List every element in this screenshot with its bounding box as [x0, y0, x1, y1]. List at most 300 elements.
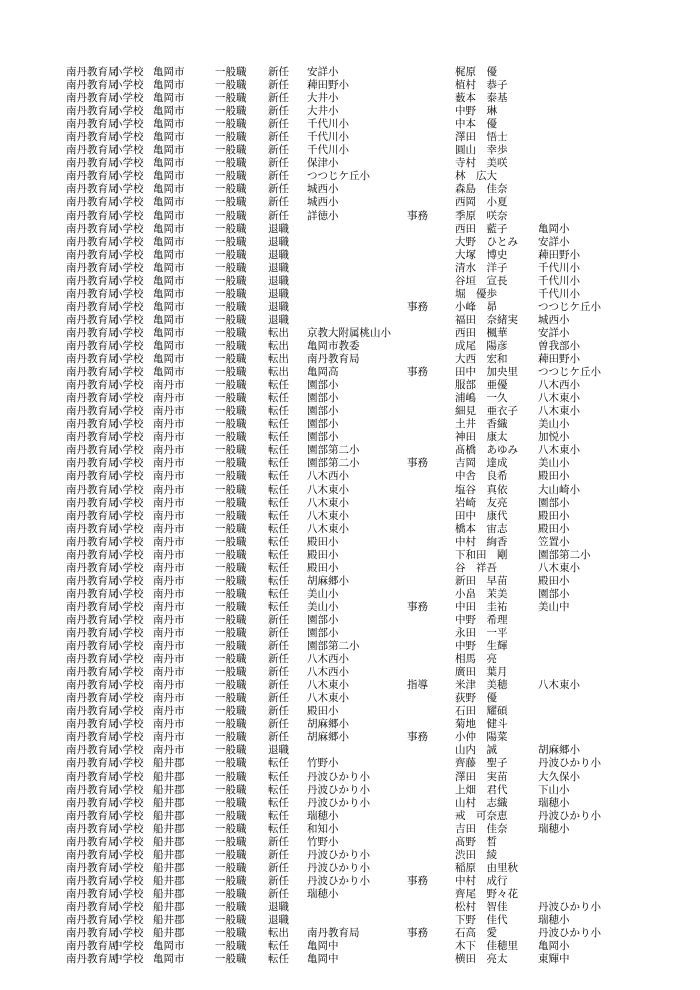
- school-type-cell: 小学校: [112, 392, 144, 405]
- table-row: [0, 731, 700, 744]
- table-row: [0, 405, 700, 418]
- school-type-cell: 中学校: [112, 940, 144, 953]
- previous-school-cell: 瑞穂小: [538, 796, 570, 809]
- previous-school-cell: 胡麻郷小: [538, 744, 580, 757]
- school-type-cell: 小学校: [112, 835, 144, 848]
- office-cell: 南丹教育局: [66, 418, 119, 431]
- change-type-cell: 新任: [268, 209, 289, 222]
- name-cell: 中本 優: [455, 118, 497, 131]
- school-cell: 八木東小: [307, 483, 349, 496]
- previous-school-cell: 八木東小: [538, 561, 580, 574]
- table-row: [0, 797, 700, 810]
- office-cell: 南丹教育局: [66, 757, 119, 770]
- school-type-cell: 小学校: [112, 483, 144, 496]
- job-category-cell: 一般職: [215, 66, 247, 78]
- change-type-cell: 新任: [268, 627, 289, 640]
- name-cell: 髙野 晳: [455, 835, 497, 848]
- office-cell: 南丹教育局: [66, 574, 119, 587]
- name-cell: 小仲 陽菜: [455, 731, 508, 744]
- previous-school-cell: 笠置小: [538, 535, 570, 548]
- table-row: [0, 497, 700, 510]
- office-cell: 南丹教育局: [66, 118, 119, 131]
- table-row: [0, 457, 700, 470]
- name-cell: 稲原 由里秋: [455, 861, 518, 874]
- change-type-cell: 退職: [268, 901, 289, 913]
- office-cell: 南丹教育局: [66, 470, 119, 483]
- office-cell: 南丹教育局: [66, 587, 119, 600]
- change-type-cell: 転任: [268, 796, 289, 809]
- change-type-cell: 新任: [268, 66, 289, 78]
- school-cell: 大井小: [307, 92, 339, 105]
- office-cell: 南丹教育局: [66, 183, 119, 196]
- change-type-cell: 転任: [268, 561, 289, 574]
- change-type-cell: 転任: [268, 509, 289, 522]
- school-type-cell: 小学校: [112, 653, 144, 666]
- municipality-cell: 船井郡: [153, 783, 185, 796]
- school-cell: 瑞穂小: [307, 887, 339, 900]
- change-type-cell: 転任: [268, 940, 289, 953]
- job-category-cell: 一般職: [215, 392, 247, 405]
- job-category-cell: 一般職: [215, 874, 247, 887]
- name-cell: 渋田 綾: [455, 848, 497, 861]
- job-category-cell: 一般職: [215, 444, 247, 457]
- job-category-cell: 一般職: [215, 901, 247, 913]
- job-category-cell: 一般職: [215, 366, 247, 379]
- school-type-cell: 小学校: [112, 366, 144, 379]
- office-cell: 南丹教育局: [66, 770, 119, 783]
- change-type-cell: 転任: [268, 548, 289, 561]
- table-row: [0, 901, 700, 914]
- school-type-cell: 小学校: [112, 248, 144, 261]
- previous-school-cell: 千代川小: [538, 287, 580, 300]
- municipality-cell: 亀岡市: [153, 196, 185, 209]
- school-cell: 園部第二小: [307, 457, 360, 470]
- name-cell: 石高 愛: [455, 927, 497, 940]
- change-type-cell: 転出: [268, 339, 289, 352]
- school-type-cell: 小学校: [112, 874, 144, 887]
- role-cell: 事務: [407, 600, 428, 613]
- previous-school-cell: 八木東小: [538, 405, 580, 418]
- municipality-cell: 南丹市: [153, 470, 185, 483]
- school-cell: 殿田小: [307, 705, 339, 718]
- office-cell: 南丹教育局: [66, 379, 119, 392]
- name-cell: 成尾 陽彦: [455, 339, 508, 352]
- change-type-cell: 転任: [268, 392, 289, 405]
- municipality-cell: 南丹市: [153, 600, 185, 613]
- job-category-cell: 一般職: [215, 92, 247, 105]
- school-cell: 竹野小: [307, 757, 339, 770]
- school-type-cell: 小学校: [112, 379, 144, 392]
- name-cell: 清水 洋子: [455, 261, 508, 274]
- school-cell: 千代川小: [307, 118, 349, 131]
- municipality-cell: 亀岡市: [153, 235, 185, 248]
- name-cell: 永田 一平: [455, 627, 508, 640]
- name-cell: 季原 咲奈: [455, 209, 508, 222]
- municipality-cell: 南丹市: [153, 431, 185, 444]
- municipality-cell: 亀岡市: [153, 66, 185, 78]
- name-cell: 大塚 博史: [455, 248, 508, 261]
- table-row: [0, 157, 700, 170]
- change-type-cell: 新任: [268, 718, 289, 731]
- job-category-cell: 一般職: [215, 209, 247, 222]
- school-cell: 園部小: [307, 431, 339, 444]
- table-row: [0, 144, 700, 157]
- job-category-cell: 一般職: [215, 848, 247, 861]
- table-row: [0, 327, 700, 340]
- change-type-cell: 転任: [268, 444, 289, 457]
- municipality-cell: 亀岡市: [153, 144, 185, 157]
- name-cell: 中舎 良希: [455, 470, 508, 483]
- school-type-cell: 小学校: [112, 326, 144, 339]
- school-cell: 八木東小: [307, 679, 349, 692]
- job-category-cell: 一般職: [215, 118, 247, 131]
- name-cell: 森島 佳奈: [455, 183, 508, 196]
- school-cell: 竹野小: [307, 835, 339, 848]
- name-cell: 梶原 優: [455, 66, 497, 78]
- school-cell: 胡麻郷小: [307, 718, 349, 731]
- change-type-cell: 転任: [268, 574, 289, 587]
- change-type-cell: 転任: [268, 379, 289, 392]
- table-row: [0, 744, 700, 757]
- table-row: [0, 275, 700, 288]
- office-cell: 南丹教育局: [66, 548, 119, 561]
- municipality-cell: 船井郡: [153, 796, 185, 809]
- name-cell: 橋本 宙志: [455, 522, 508, 535]
- job-category-cell: 一般職: [215, 679, 247, 692]
- table-row: [0, 914, 700, 927]
- table-row: [0, 105, 700, 118]
- office-cell: 南丹教育局: [66, 627, 119, 640]
- change-type-cell: 転任: [268, 600, 289, 613]
- office-cell: 南丹教育局: [66, 222, 119, 235]
- name-cell: 中野 生輝: [455, 640, 508, 653]
- previous-school-cell: 瑞穂小: [538, 914, 570, 927]
- table-row: [0, 640, 700, 653]
- school-type-cell: 小学校: [112, 131, 144, 144]
- name-cell: 西岡 小夏: [455, 196, 508, 209]
- name-cell: 髙橋 あゆみ: [455, 444, 518, 457]
- change-type-cell: 転任: [268, 770, 289, 783]
- school-type-cell: 小学校: [112, 692, 144, 705]
- office-cell: 南丹教育局: [66, 914, 119, 927]
- job-category-cell: 一般職: [215, 79, 247, 92]
- municipality-cell: 南丹市: [153, 679, 185, 692]
- school-cell: 園部小: [307, 418, 339, 431]
- table-row: [0, 379, 700, 392]
- municipality-cell: 南丹市: [153, 457, 185, 470]
- school-cell: 八木西小: [307, 666, 349, 679]
- school-type-cell: 小学校: [112, 339, 144, 352]
- municipality-cell: 南丹市: [153, 627, 185, 640]
- municipality-cell: 南丹市: [153, 574, 185, 587]
- previous-school-cell: 八木東小: [538, 444, 580, 457]
- table-row: [0, 692, 700, 705]
- municipality-cell: 南丹市: [153, 744, 185, 757]
- office-cell: 南丹教育局: [66, 848, 119, 861]
- school-cell: 八木西小: [307, 653, 349, 666]
- office-cell: 南丹教育局: [66, 92, 119, 105]
- office-cell: 南丹教育局: [66, 144, 119, 157]
- school-type-cell: 小学校: [112, 144, 144, 157]
- office-cell: 南丹教育局: [66, 835, 119, 848]
- previous-school-cell: 八木西小: [538, 379, 580, 392]
- school-type-cell: 小学校: [112, 522, 144, 535]
- role-cell: 事務: [407, 457, 428, 470]
- municipality-cell: 南丹市: [153, 522, 185, 535]
- municipality-cell: 亀岡市: [153, 105, 185, 118]
- previous-school-cell: 殿田小: [538, 574, 570, 587]
- school-type-cell: 小学校: [112, 901, 144, 913]
- school-cell: 胡麻郷小: [307, 574, 349, 587]
- school-cell: 園部小: [307, 405, 339, 418]
- previous-school-cell: 園部第二小: [538, 548, 591, 561]
- school-cell: 丹波ひかり小: [307, 783, 370, 796]
- name-cell: 植村 恭子: [455, 79, 508, 92]
- name-cell: 中村 成行: [455, 874, 508, 887]
- table-row: [0, 757, 700, 770]
- job-category-cell: 一般職: [215, 496, 247, 509]
- table-row: [0, 183, 700, 196]
- school-cell: 丹波ひかり小: [307, 874, 370, 887]
- school-cell: 千代川小: [307, 144, 349, 157]
- school-cell: 丹波ひかり小: [307, 861, 370, 874]
- office-cell: 南丹教育局: [66, 444, 119, 457]
- change-type-cell: 新任: [268, 692, 289, 705]
- office-cell: 南丹教育局: [66, 901, 119, 913]
- change-type-cell: 退職: [268, 248, 289, 261]
- school-cell: 園部小: [307, 613, 339, 626]
- name-cell: 中野 琳: [455, 105, 497, 118]
- school-type-cell: 小学校: [112, 222, 144, 235]
- office-cell: 南丹教育局: [66, 927, 119, 940]
- job-category-cell: 一般職: [215, 405, 247, 418]
- school-cell: 美山小: [307, 600, 339, 613]
- name-cell: 上畑 君代: [455, 783, 508, 796]
- school-cell: 八木西小: [307, 470, 349, 483]
- job-category-cell: 一般職: [215, 222, 247, 235]
- municipality-cell: 南丹市: [153, 379, 185, 392]
- school-type-cell: 小学校: [112, 548, 144, 561]
- school-cell: 南丹教育局: [307, 927, 360, 940]
- table-row: [0, 510, 700, 523]
- school-cell: 詳徳小: [307, 209, 339, 222]
- school-cell: 殿田小: [307, 535, 339, 548]
- municipality-cell: 亀岡市: [153, 313, 185, 326]
- office-cell: 南丹教育局: [66, 679, 119, 692]
- name-cell: 澤田 悟士: [455, 131, 508, 144]
- school-type-cell: 中学校: [112, 953, 144, 966]
- table-row: [0, 614, 700, 627]
- municipality-cell: 船井郡: [153, 914, 185, 927]
- office-cell: 南丹教育局: [66, 313, 119, 326]
- personnel-list: [0, 66, 700, 966]
- table-row: [0, 771, 700, 784]
- school-type-cell: 小学校: [112, 418, 144, 431]
- office-cell: 南丹教育局: [66, 105, 119, 118]
- municipality-cell: 南丹市: [153, 548, 185, 561]
- table-row: [0, 196, 700, 209]
- change-type-cell: 転任: [268, 757, 289, 770]
- office-cell: 南丹教育局: [66, 287, 119, 300]
- job-category-cell: 一般職: [215, 509, 247, 522]
- municipality-cell: 船井郡: [153, 874, 185, 887]
- job-category-cell: 一般職: [215, 887, 247, 900]
- change-type-cell: 転任: [268, 470, 289, 483]
- name-cell: 米津 美穂: [455, 679, 508, 692]
- school-type-cell: 小学校: [112, 92, 144, 105]
- municipality-cell: 亀岡市: [153, 953, 185, 966]
- change-type-cell: 転出: [268, 927, 289, 940]
- job-category-cell: 一般職: [215, 261, 247, 274]
- name-cell: 下野 佳代: [455, 914, 508, 927]
- school-type-cell: 小学校: [112, 287, 144, 300]
- name-cell: 神田 康太: [455, 431, 508, 444]
- name-cell: 田中 康代: [455, 509, 508, 522]
- office-cell: 南丹教育局: [66, 157, 119, 170]
- school-type-cell: 小学校: [112, 679, 144, 692]
- municipality-cell: 亀岡市: [153, 287, 185, 300]
- table-row: [0, 444, 700, 457]
- job-category-cell: 一般職: [215, 705, 247, 718]
- school-cell: 亀岡中: [307, 953, 339, 966]
- name-cell: 大野 ひとみ: [455, 235, 518, 248]
- table-row: [0, 549, 700, 562]
- school-type-cell: 小学校: [112, 914, 144, 927]
- job-category-cell: 一般職: [215, 744, 247, 757]
- municipality-cell: 南丹市: [153, 509, 185, 522]
- previous-school-cell: 美山中: [538, 600, 570, 613]
- office-cell: 南丹教育局: [66, 248, 119, 261]
- municipality-cell: 船井郡: [153, 809, 185, 822]
- office-cell: 南丹教育局: [66, 705, 119, 718]
- office-cell: 南丹教育局: [66, 235, 119, 248]
- name-cell: 田中 加央里: [455, 366, 518, 379]
- table-row: [0, 366, 700, 379]
- office-cell: 南丹教育局: [66, 79, 119, 92]
- office-cell: 南丹教育局: [66, 535, 119, 548]
- school-type-cell: 小学校: [112, 666, 144, 679]
- job-category-cell: 一般職: [215, 835, 247, 848]
- name-cell: 新田 早苗: [455, 574, 508, 587]
- school-type-cell: 小学校: [112, 261, 144, 274]
- job-category-cell: 一般職: [215, 457, 247, 470]
- office-cell: 南丹教育局: [66, 861, 119, 874]
- table-row: [0, 353, 700, 366]
- school-type-cell: 小学校: [112, 183, 144, 196]
- previous-school-cell: 殿田小: [538, 509, 570, 522]
- change-type-cell: 新任: [268, 613, 289, 626]
- table-row: [0, 653, 700, 666]
- school-cell: 大井小: [307, 105, 339, 118]
- previous-school-cell: 安詳小: [538, 326, 570, 339]
- role-cell: 事務: [407, 366, 428, 379]
- job-category-cell: 一般職: [215, 300, 247, 313]
- change-type-cell: 新任: [268, 705, 289, 718]
- previous-school-cell: 瑞穂小: [538, 822, 570, 835]
- job-category-cell: 一般職: [215, 431, 247, 444]
- municipality-cell: 南丹市: [153, 666, 185, 679]
- role-cell: 事務: [407, 874, 428, 887]
- school-cell: 和知小: [307, 822, 339, 835]
- office-cell: 南丹教育局: [66, 561, 119, 574]
- previous-school-cell: 八木東小: [538, 392, 580, 405]
- job-category-cell: 一般職: [215, 235, 247, 248]
- name-cell: 福田 奈緒実: [455, 313, 518, 326]
- name-cell: 堀 優歩: [455, 287, 497, 300]
- name-cell: 下和田 剛: [455, 548, 508, 561]
- municipality-cell: 南丹市: [153, 587, 185, 600]
- school-cell: 城西小: [307, 196, 339, 209]
- school-type-cell: 小学校: [112, 274, 144, 287]
- previous-school-cell: つつじケ丘小: [538, 366, 601, 379]
- municipality-cell: 南丹市: [153, 392, 185, 405]
- job-category-cell: 一般職: [215, 587, 247, 600]
- table-row: [0, 249, 700, 262]
- table-row: [0, 523, 700, 536]
- office-cell: 南丹教育局: [66, 692, 119, 705]
- municipality-cell: 南丹市: [153, 561, 185, 574]
- name-cell: 圓山 幸歩: [455, 144, 508, 157]
- table-row: [0, 705, 700, 718]
- job-category-cell: 一般職: [215, 326, 247, 339]
- change-type-cell: 転任: [268, 431, 289, 444]
- office-cell: 南丹教育局: [66, 209, 119, 222]
- name-cell: 荻野 優: [455, 692, 497, 705]
- name-cell: 木下 佳穂里: [455, 940, 518, 953]
- change-type-cell: 新任: [268, 666, 289, 679]
- school-type-cell: 小学校: [112, 66, 144, 78]
- change-type-cell: 転任: [268, 783, 289, 796]
- name-cell: 小畠 茉美: [455, 587, 508, 600]
- previous-school-cell: 美山小: [538, 418, 570, 431]
- previous-school-cell: 城西小: [538, 313, 570, 326]
- municipality-cell: 南丹市: [153, 692, 185, 705]
- job-category-cell: 一般職: [215, 561, 247, 574]
- school-type-cell: 小学校: [112, 170, 144, 183]
- name-cell: 土井 香織: [455, 418, 508, 431]
- change-type-cell: 転出: [268, 366, 289, 379]
- job-category-cell: 一般職: [215, 535, 247, 548]
- municipality-cell: 亀岡市: [153, 118, 185, 131]
- municipality-cell: 亀岡市: [153, 209, 185, 222]
- change-type-cell: 新任: [268, 183, 289, 196]
- name-cell: 細見 亜衣子: [455, 405, 518, 418]
- office-cell: 南丹教育局: [66, 783, 119, 796]
- municipality-cell: 亀岡市: [153, 940, 185, 953]
- job-category-cell: 一般職: [215, 809, 247, 822]
- school-type-cell: 小学校: [112, 613, 144, 626]
- name-cell: 服部 亜優: [455, 379, 508, 392]
- previous-school-cell: 亀岡小: [538, 222, 570, 235]
- office-cell: 南丹教育局: [66, 457, 119, 470]
- job-category-cell: 一般職: [215, 339, 247, 352]
- municipality-cell: 亀岡市: [153, 261, 185, 274]
- municipality-cell: 南丹市: [153, 718, 185, 731]
- previous-school-cell: 丹波ひかり小: [538, 809, 601, 822]
- change-type-cell: 転任: [268, 405, 289, 418]
- name-cell: 澤田 実苗: [455, 770, 508, 783]
- job-category-cell: 一般職: [215, 718, 247, 731]
- table-row: [0, 92, 700, 105]
- change-type-cell: 新任: [268, 861, 289, 874]
- role-cell: 事務: [407, 731, 428, 744]
- municipality-cell: 南丹市: [153, 653, 185, 666]
- municipality-cell: 亀岡市: [153, 157, 185, 170]
- municipality-cell: 船井郡: [153, 835, 185, 848]
- previous-school-cell: 薭田野小: [538, 248, 580, 261]
- name-cell: 谷垣 宣長: [455, 274, 508, 287]
- role-cell: 事務: [407, 927, 428, 940]
